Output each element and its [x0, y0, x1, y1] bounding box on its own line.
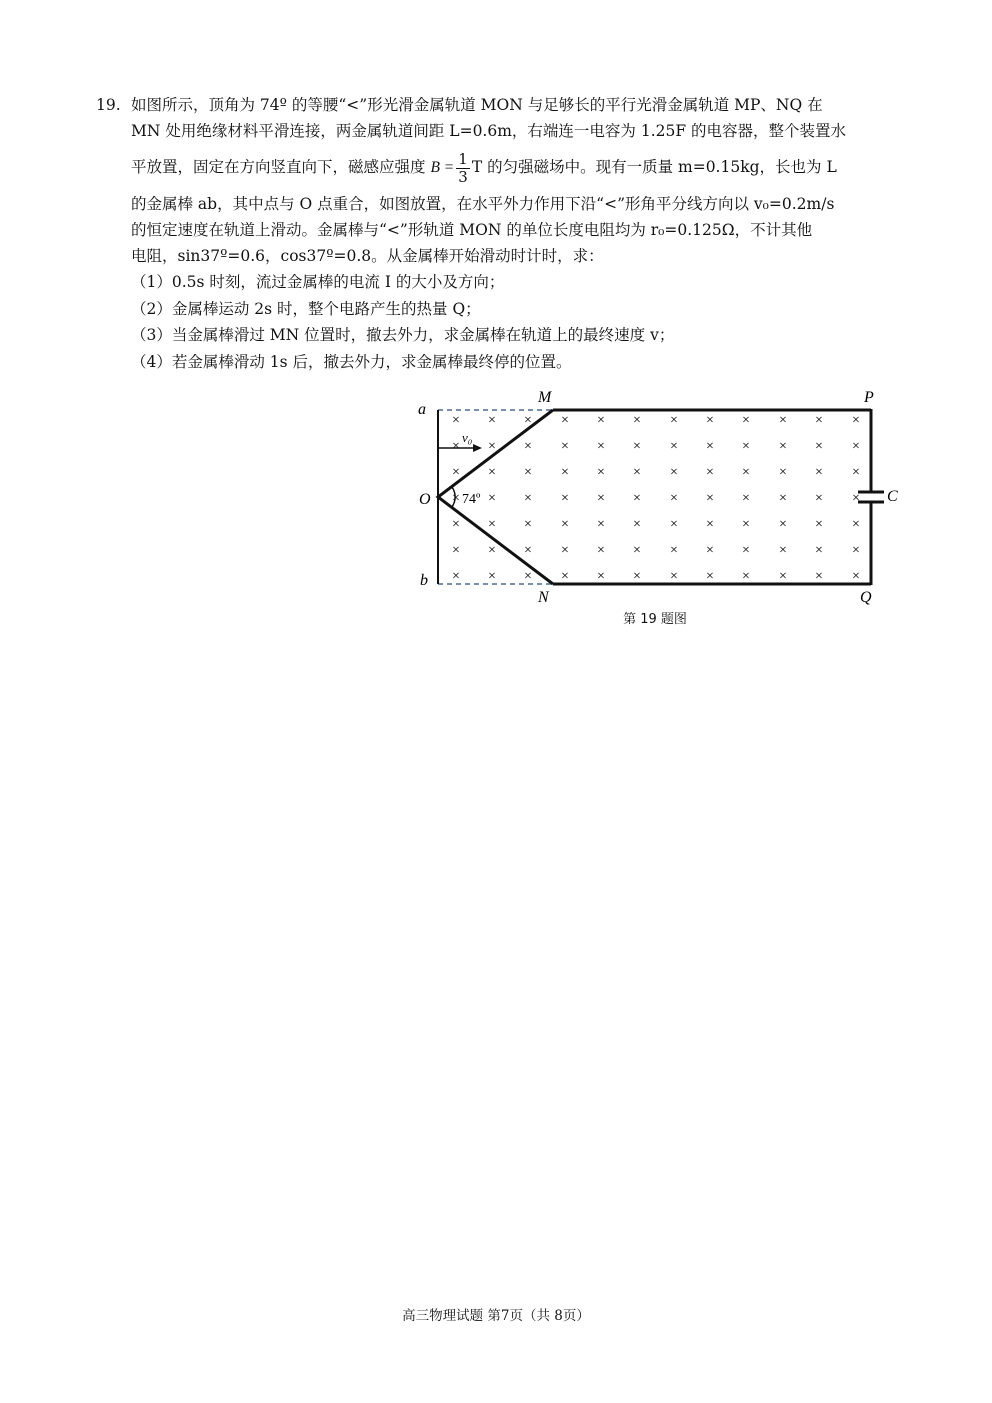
- field-mark: ×: [452, 517, 460, 532]
- field-mark: ×: [633, 413, 641, 428]
- field-mark: ×: [852, 413, 860, 428]
- question-2: （2）金属棒运动 2s 时，整个电路产生的热量 Q；: [131, 299, 481, 318]
- label-Q: Q: [860, 589, 872, 606]
- field-mark: ×: [670, 413, 678, 428]
- field-mark: ×: [706, 413, 714, 428]
- field-mark: ×: [852, 517, 860, 532]
- field-mark: ×: [633, 569, 641, 584]
- field-mark: ×: [815, 569, 823, 584]
- problem-line-4: 的金属棒 ab，其中点与 O 点重合，如图放置，在水平外力作用下沿“<”形角平分线方向以 v₀=0.2m/s: [131, 195, 835, 213]
- field-mark: ×: [597, 465, 605, 480]
- field-mark: ×: [742, 517, 750, 532]
- field-mark: ×: [452, 465, 460, 480]
- field-mark: ×: [852, 569, 860, 584]
- field-mark: ×: [488, 491, 496, 506]
- field-mark: ×: [742, 491, 750, 506]
- field-mark: ×: [742, 439, 750, 454]
- field-mark: ×: [488, 465, 496, 480]
- field-mark: ×: [742, 465, 750, 480]
- field-mark: ×: [561, 413, 569, 428]
- field-mark: ×: [706, 543, 714, 558]
- field-mark: ×: [706, 517, 714, 532]
- problem-line-3: [96, 144, 916, 191]
- b-fraction: [456, 151, 470, 186]
- field-mark: ×: [670, 439, 678, 454]
- field-mark: ×: [597, 439, 605, 454]
- field-mark: ×: [452, 543, 460, 558]
- field-mark: ×: [852, 543, 860, 558]
- field-mark: ×: [815, 465, 823, 480]
- field-mark: ×: [706, 491, 714, 506]
- field-mark: ×: [561, 491, 569, 506]
- field-mark: ×: [815, 491, 823, 506]
- field-mark: ×: [670, 465, 678, 480]
- problem-line-6: 电阻，sin37º=0.6，cos37º=0.8。从金属棒开始滑动时计时，求：: [131, 247, 604, 265]
- field-mark: ×: [815, 413, 823, 428]
- problem-text-3b: T 的匀强磁场中。现有一质量 m=0.15kg，长也为 L: [471, 158, 837, 176]
- problem-text-1: 如图所示，顶角为 74º 的等腰“<”形光滑金属轨道 MON 与足够长的平行光滑金属轨道 MP、NQ 在: [131, 96, 823, 114]
- field-mark: ×: [670, 543, 678, 558]
- field-mark: ×: [852, 491, 860, 506]
- field-mark: ×: [524, 517, 532, 532]
- label-angle: 74º: [462, 492, 481, 507]
- label-v0: v₀: [462, 430, 473, 445]
- field-mark: ×: [524, 439, 532, 454]
- field-mark: ×: [524, 413, 532, 428]
- field-mark: ×: [742, 413, 750, 428]
- field-mark: ×: [670, 569, 678, 584]
- field-mark: ×: [524, 491, 532, 506]
- field-mark: ×: [597, 413, 605, 428]
- field-mark: ×: [633, 517, 641, 532]
- b-symbol: B =: [430, 159, 455, 176]
- field-mark: ×: [779, 491, 787, 506]
- field-mark: ×: [597, 517, 605, 532]
- field-mark: ×: [633, 439, 641, 454]
- field-mark: ×: [561, 465, 569, 480]
- field-mark: ×: [779, 439, 787, 454]
- problem-19: [96, 92, 916, 375]
- label-N: N: [538, 589, 549, 606]
- field-mark: ×: [633, 543, 641, 558]
- field-mark: ×: [488, 517, 496, 532]
- b-denominator: 3: [458, 167, 468, 186]
- field-mark: ×: [488, 569, 496, 584]
- field-mark: ×: [452, 491, 460, 506]
- field-mark: ×: [742, 543, 750, 558]
- field-mark: ×: [524, 569, 532, 584]
- field-mark: ×: [452, 439, 460, 454]
- field-mark: ×: [524, 543, 532, 558]
- field-mark: ×: [488, 439, 496, 454]
- field-mark: ×: [561, 439, 569, 454]
- field-mark: ×: [561, 517, 569, 532]
- question-4: （4）若金属棒滑动 1s 后，撤去外力，求金属棒最终停的位置。: [131, 352, 572, 371]
- label-b: b: [420, 572, 428, 589]
- field-mark: ×: [670, 517, 678, 532]
- field-mark: ×: [597, 491, 605, 506]
- problem-text-3a: 平放置，固定在方向竖直向下，磁感应强度: [131, 158, 426, 176]
- field-mark: ×: [488, 543, 496, 558]
- field-mark: ×: [779, 543, 787, 558]
- field-mark: ×: [742, 569, 750, 584]
- field-mark: ×: [852, 465, 860, 480]
- problem-line-1: [96, 92, 916, 118]
- field-mark: ×: [779, 413, 787, 428]
- field-mark: ×: [815, 439, 823, 454]
- field-mark: ×: [488, 413, 496, 428]
- field-mark: ×: [452, 569, 460, 584]
- velocity-arrowhead: [473, 444, 482, 452]
- field-mark: ×: [452, 413, 460, 428]
- question-3: （3）当金属棒滑过 MN 位置时，撤去外力，求金属棒在轨道上的最终速度 v；: [131, 326, 675, 344]
- label-C: C: [887, 488, 898, 505]
- field-mark: ×: [561, 569, 569, 584]
- field-mark: ×: [633, 465, 641, 480]
- label-M: M: [538, 389, 552, 406]
- field-mark: ×: [779, 517, 787, 532]
- question-1: （1）0.5s 时刻，流过金属棒的电流 I 的大小及方向；: [131, 273, 505, 291]
- field-mark: ×: [597, 543, 605, 558]
- problem-number: 19.: [96, 96, 121, 114]
- b-numerator: 1: [458, 149, 468, 168]
- figure-caption: 第 19 题图: [623, 612, 687, 627]
- field-mark: ×: [524, 465, 532, 480]
- problem-line-5: 的恒定速度在轨道上滑动。金属棒与“<”形轨道 MON 的单位长度电阻均为 r₀=0.125Ω，不计其他: [131, 221, 813, 239]
- label-P: P: [864, 389, 874, 406]
- field-mark: ×: [815, 543, 823, 558]
- field-mark: ×: [706, 465, 714, 480]
- field-mark: ×: [779, 465, 787, 480]
- field-mark: ×: [597, 569, 605, 584]
- field-mark: ×: [779, 569, 787, 584]
- field-mark: ×: [706, 569, 714, 584]
- rail-diagram: [410, 380, 910, 610]
- field-mark: ×: [670, 491, 678, 506]
- problem-line-2: MN 处用绝缘材料平滑连接，两金属轨道间距 L=0.6m，右端连一电容为 1.25F 的电容器，整个装置水: [131, 122, 847, 140]
- field-mark: ×: [633, 491, 641, 506]
- field-mark: ×: [815, 517, 823, 532]
- label-O: O: [419, 491, 431, 508]
- field-mark: ×: [852, 439, 860, 454]
- field-mark: ×: [561, 543, 569, 558]
- page-footer: 高三物理试题 第7页（共 8页）: [402, 1308, 590, 1324]
- label-a: a: [418, 401, 426, 418]
- field-mark: ×: [706, 439, 714, 454]
